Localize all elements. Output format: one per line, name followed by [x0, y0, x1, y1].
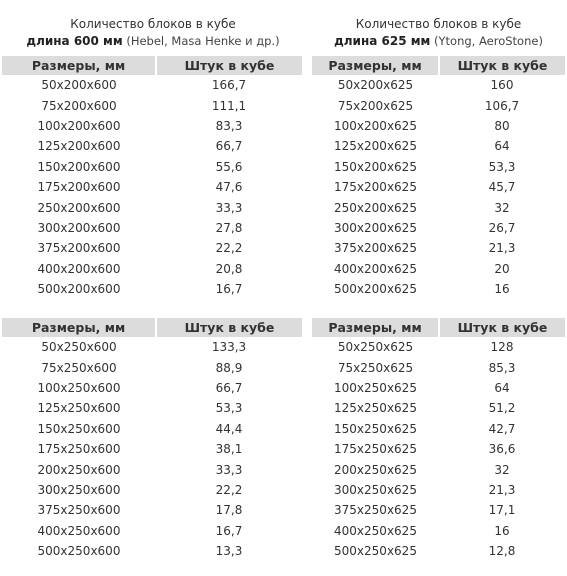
cell-count: 16 [494, 523, 510, 538]
table-row [2, 259, 302, 279]
cell-count: 21,3 [488, 482, 516, 497]
cell-size: 50x250x625 [337, 340, 414, 355]
cell-size: 125x200x600 [37, 139, 121, 154]
cell-size: 125x250x600 [37, 401, 121, 416]
cell-count: 20 [494, 261, 510, 276]
caption-625-length: длина 625 мм [334, 34, 431, 48]
column-header-size: Размеры, мм [2, 318, 156, 337]
cell-size: 300x250x625 [334, 482, 417, 497]
table-row [2, 480, 302, 500]
cell-count: 17,1 [488, 503, 516, 518]
cell-size: 200x250x600 [37, 462, 121, 477]
table-row [2, 357, 302, 377]
table-row [2, 197, 302, 217]
table-row [312, 116, 565, 136]
cell-size: 75x200x600 [41, 98, 117, 113]
cell-size: 250x200x600 [37, 200, 121, 215]
cell-count: 53,3 [215, 401, 243, 416]
header-row [312, 318, 565, 337]
cell-count: 66,7 [215, 139, 243, 154]
table-row [312, 95, 565, 115]
cell-count: 128 [490, 340, 514, 355]
cell-count: 33,3 [215, 462, 243, 477]
cell-count: 47,6 [215, 180, 243, 195]
column-header-size: Размеры, мм [312, 318, 439, 337]
table-row [2, 521, 302, 541]
caption-600-length: длина 600 мм [26, 34, 123, 48]
column-header-count: Штук в кубе [439, 56, 565, 75]
cell-count: 45,7 [488, 180, 516, 195]
cell-count: 21,3 [488, 241, 516, 256]
table-row [312, 500, 565, 520]
table-row [312, 541, 565, 561]
caption-625-subtitle [312, 33, 565, 50]
table-row [312, 157, 565, 177]
cell-count: 38,1 [215, 442, 243, 457]
caption-600 [4, 16, 302, 50]
cell-size: 400x200x600 [37, 261, 121, 276]
cell-count: 53,3 [488, 159, 516, 174]
cell-size: 500x250x600 [37, 544, 121, 559]
cell-size: 500x200x600 [37, 282, 121, 297]
table-row [2, 419, 302, 439]
table-row [312, 378, 565, 398]
cell-count: 166,7 [211, 78, 247, 93]
cell-count: 16,7 [215, 523, 243, 538]
cell-count: 17,8 [215, 503, 243, 518]
cell-count: 32 [494, 200, 510, 215]
table-row [2, 218, 302, 238]
header-row [2, 318, 302, 337]
cell-size: 200x250x625 [334, 462, 417, 477]
table-600-h250 [2, 318, 302, 561]
cell-size: 125x250x625 [334, 401, 417, 416]
cell-size: 125x200x625 [334, 139, 417, 154]
cell-size: 500x200x625 [334, 282, 417, 297]
table-row [312, 136, 565, 156]
cell-size: 300x250x600 [37, 482, 121, 497]
cell-size: 150x250x600 [37, 421, 121, 436]
cell-count: 44,4 [215, 421, 243, 436]
cell-size: 150x200x625 [334, 159, 417, 174]
cell-count: 22,2 [215, 482, 243, 497]
cell-size: 75x250x600 [41, 360, 117, 375]
table-row [312, 521, 565, 541]
cell-count: 20,8 [215, 261, 243, 276]
cell-size: 100x250x625 [334, 380, 417, 395]
column-header-count: Штук в кубе [156, 318, 302, 337]
caption-600-title: Количество блоков в кубе [70, 17, 236, 31]
table-row [312, 398, 565, 418]
cell-count: 83,3 [215, 118, 243, 133]
cell-count: 106,7 [484, 98, 520, 113]
cell-count: 64 [494, 380, 510, 395]
table-row [312, 177, 565, 197]
table-row [2, 116, 302, 136]
cell-count: 160 [490, 78, 514, 93]
column-header-count: Штук в кубе [156, 56, 302, 75]
table-row [312, 75, 565, 95]
cell-count: 16,7 [215, 282, 243, 297]
table-row [2, 541, 302, 561]
table-row [2, 238, 302, 258]
table-row [312, 459, 565, 479]
cell-size: 100x200x600 [37, 118, 121, 133]
caption-625 [312, 16, 565, 50]
table-600-h200 [2, 56, 302, 299]
cell-size: 300x200x600 [37, 220, 121, 235]
cell-size: 375x200x600 [37, 241, 121, 256]
cell-size: 175x200x625 [334, 180, 417, 195]
cell-count: 51,2 [488, 401, 516, 416]
cell-size: 375x250x625 [334, 503, 417, 518]
table-row [312, 259, 565, 279]
table-row [2, 439, 302, 459]
table-row [2, 337, 302, 357]
table-row [2, 136, 302, 156]
table-row [2, 177, 302, 197]
cell-size: 400x250x600 [37, 523, 121, 538]
table-row [2, 75, 302, 95]
cell-count: 16 [494, 282, 510, 297]
table-row [312, 419, 565, 439]
cell-count: 36,6 [488, 442, 516, 457]
cell-count: 42,7 [488, 421, 516, 436]
table-row [312, 218, 565, 238]
cell-count: 12,8 [488, 544, 516, 559]
cell-size: 150x200x600 [37, 159, 121, 174]
table-row [2, 459, 302, 479]
cell-count: 111,1 [211, 98, 247, 113]
cell-size: 400x200x625 [334, 261, 417, 276]
column-header-count: Штук в кубе [439, 318, 565, 337]
cell-size: 175x200x600 [37, 180, 121, 195]
cell-count: 22,2 [215, 241, 243, 256]
cell-count: 27,8 [215, 220, 243, 235]
column-header-size: Размеры, мм [2, 56, 156, 75]
table-row [2, 398, 302, 418]
cell-size: 500x250x625 [334, 544, 417, 559]
cell-count: 55,6 [215, 159, 243, 174]
caption-600-subtitle [4, 33, 302, 50]
table-625-h250 [312, 318, 565, 561]
cell-count: 80 [494, 118, 510, 133]
column-header-size: Размеры, мм [312, 56, 439, 75]
cell-size: 50x250x600 [41, 340, 117, 355]
cell-count: 64 [494, 139, 510, 154]
header-row [312, 56, 565, 75]
table-row [2, 95, 302, 115]
table-row [2, 157, 302, 177]
table-row [312, 197, 565, 217]
cell-size: 375x200x625 [334, 241, 417, 256]
cell-size: 175x250x600 [37, 442, 121, 457]
cell-size: 100x200x625 [334, 118, 417, 133]
table-row [312, 238, 565, 258]
cell-size: 50x200x625 [337, 78, 414, 93]
caption-600-brands: (Hebel, Masa Henke и др.) [122, 34, 280, 48]
cell-size: 400x250x625 [334, 523, 417, 538]
cell-count: 133,3 [211, 340, 247, 355]
cell-count: 26,7 [488, 220, 516, 235]
caption-625-title: Количество блоков в кубе [355, 17, 522, 31]
table-625-h200 [312, 56, 565, 299]
cell-size: 175x250x625 [334, 442, 417, 457]
cell-count: 13,3 [215, 544, 243, 559]
table-row [312, 337, 565, 357]
cell-size: 75x250x625 [337, 360, 414, 375]
table-row [2, 378, 302, 398]
cell-size: 50x200x600 [41, 78, 117, 93]
cell-size: 300x200x625 [334, 220, 417, 235]
cell-size: 75x200x625 [337, 98, 414, 113]
cell-size: 100x250x600 [37, 380, 121, 395]
table-row [312, 357, 565, 377]
table-row [312, 279, 565, 299]
cell-count: 66,7 [215, 380, 243, 395]
caption-625-brands: (Ytong, AeroStone) [430, 34, 543, 48]
table-row [312, 480, 565, 500]
cell-size: 250x200x625 [334, 200, 417, 215]
cell-count: 88,9 [215, 360, 243, 375]
cell-size: 375x250x600 [37, 503, 121, 518]
cell-count: 33,3 [215, 200, 243, 215]
table-row [2, 500, 302, 520]
cell-count: 32 [494, 462, 510, 477]
cell-size: 150x250x625 [334, 421, 417, 436]
table-row [2, 279, 302, 299]
cell-count: 85,3 [488, 360, 516, 375]
header-row [2, 56, 302, 75]
table-row [312, 439, 565, 459]
